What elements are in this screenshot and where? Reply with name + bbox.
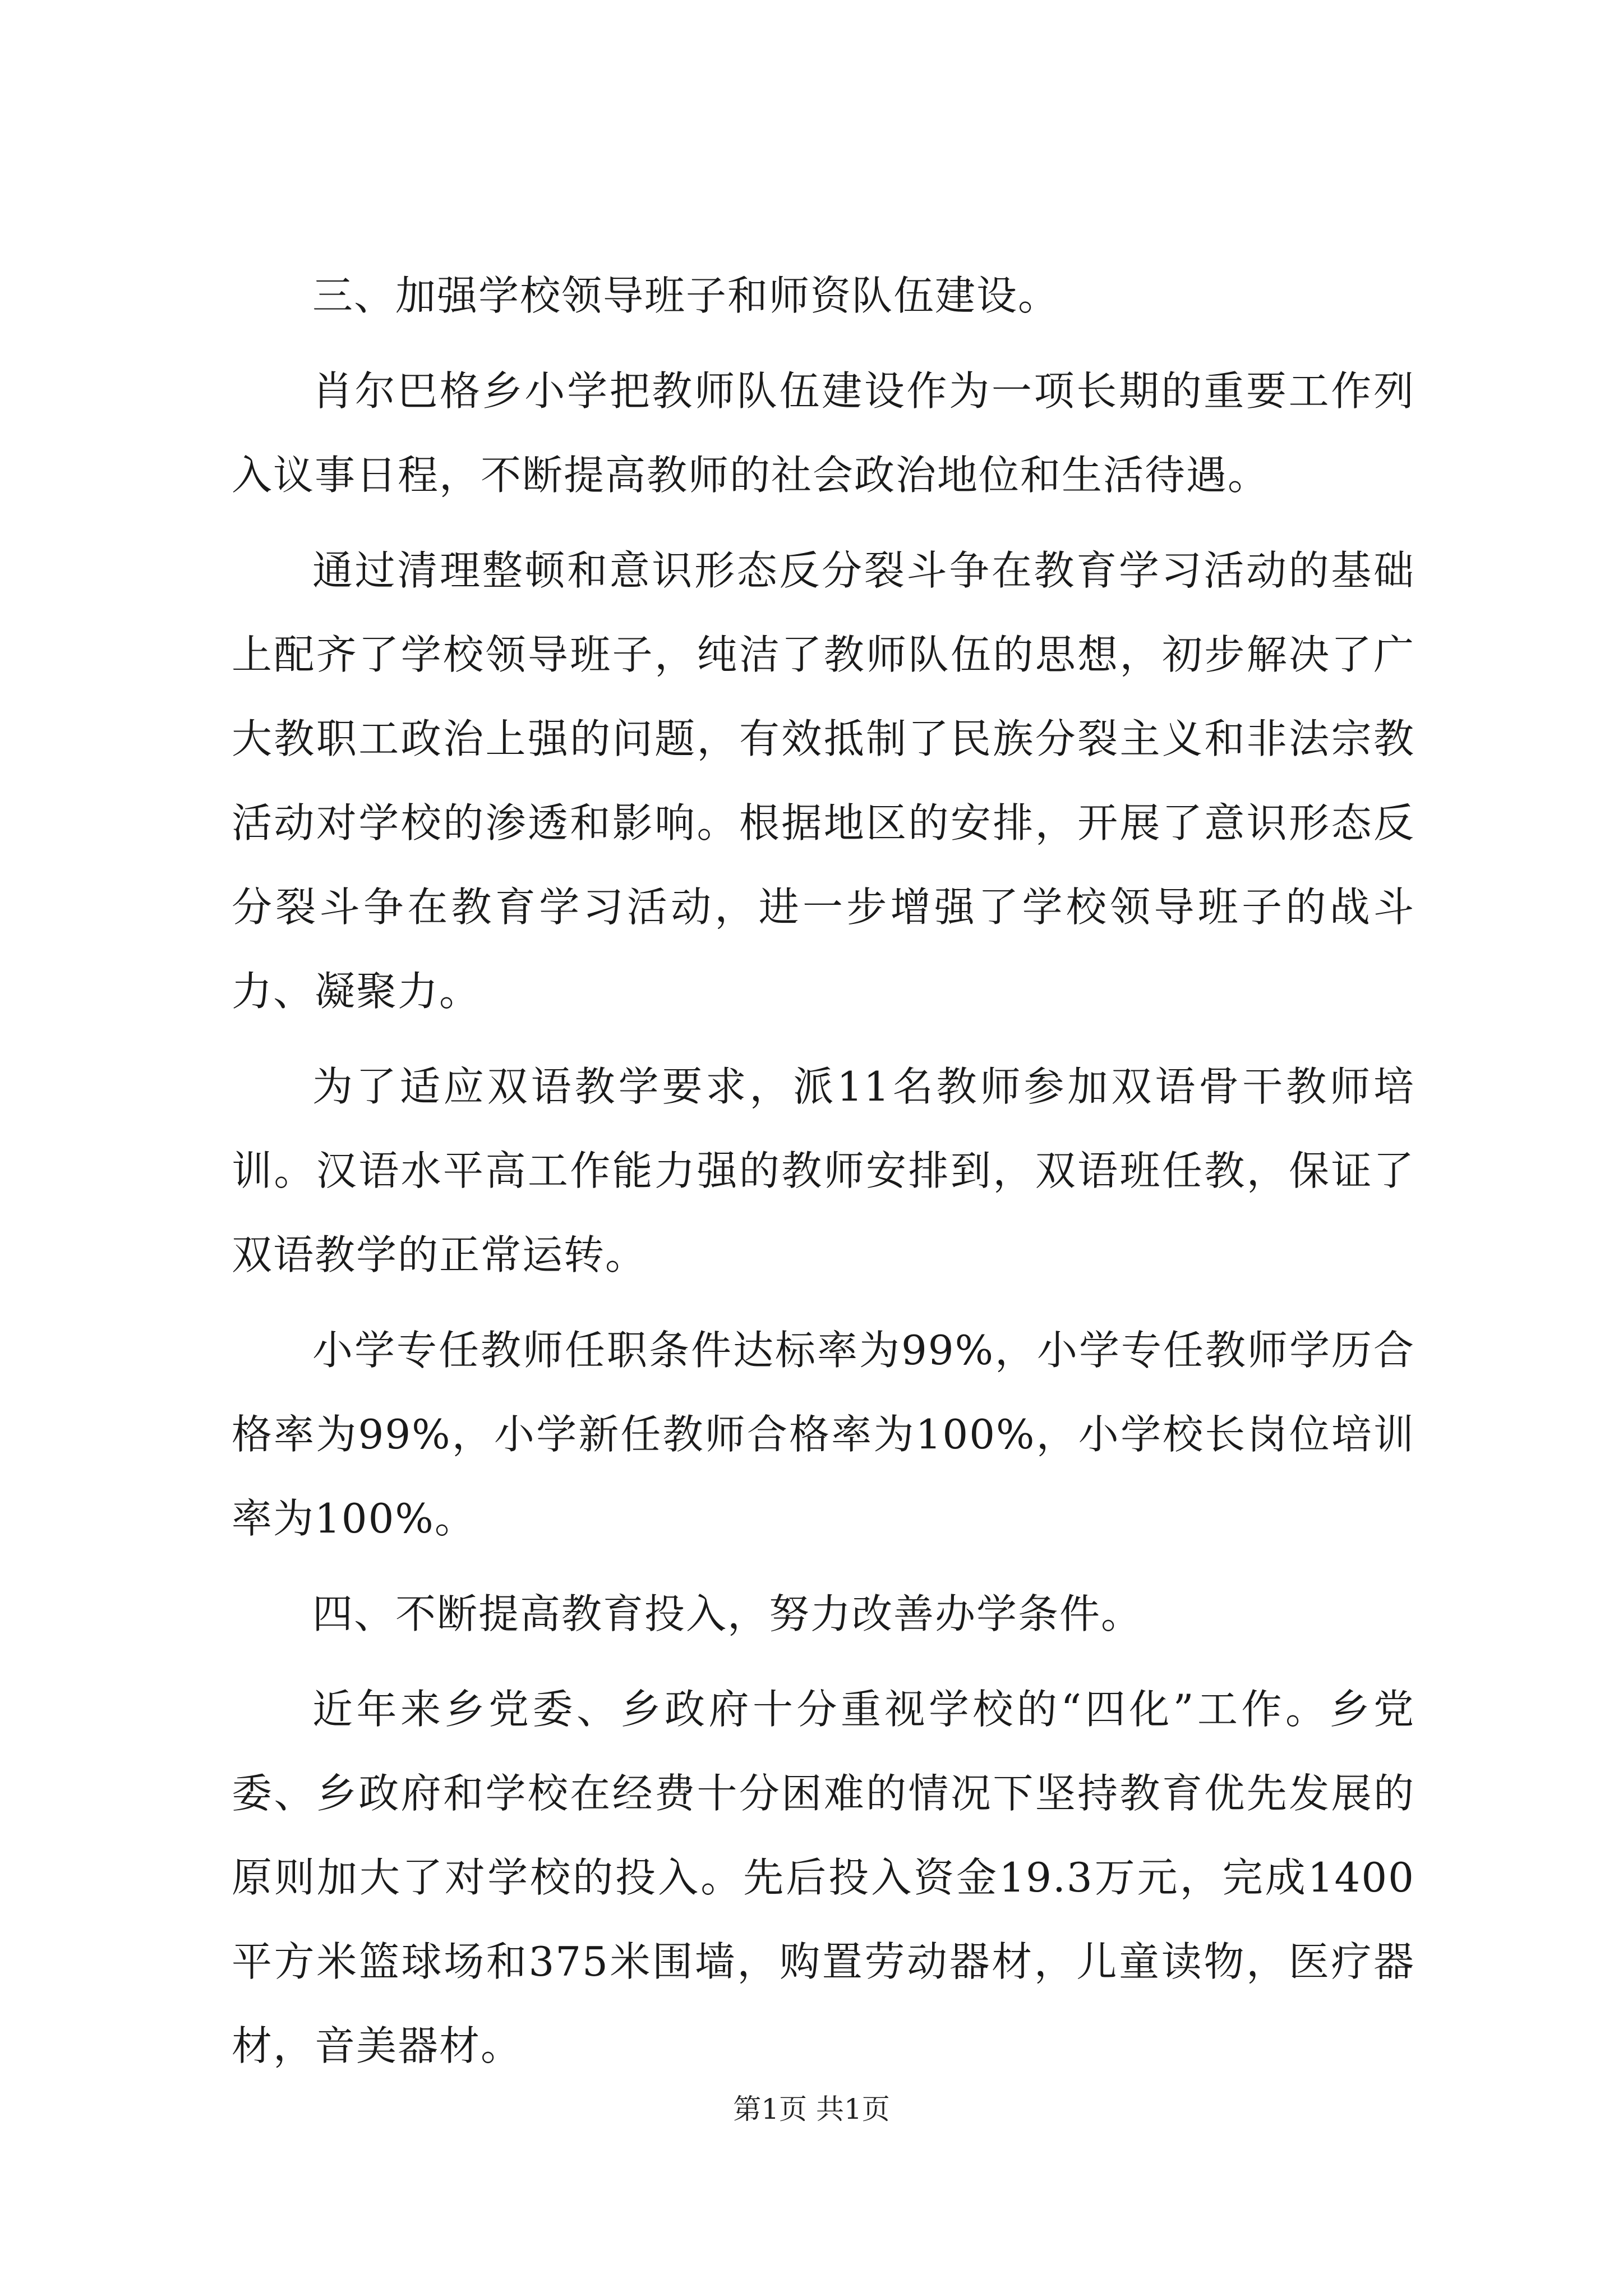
- paragraph: 小学专任教师任职条件达标率为99%，小学专任教师学历合格率为99%，小学新任教师合格率为100%，小学校长岗位培训率为100%。: [232, 1327, 1415, 1542]
- paragraph: 近年来乡党委、乡政府十分重视学校的“四化”工作。乡党委、乡政府和学校在经费十分困难的情况下坚持教育优先发展的原则加大了对学校的投入。先后投入资金19.3万元，完成1400平方米篮球场和375米围墙，购置劳动器材，儿童读物，医疗器材，音美器材。: [232, 1686, 1415, 2069]
- paragraph: 为了适应双语教学要求，派11名教师参加双语骨干教师培训。汉语水平高工作能力强的教师安排到，双语班任教，保证了双语教学的正常运转。: [232, 1063, 1415, 1278]
- section-heading-4: 四、不断提高教育投入，努力改善办学条件。: [312, 1590, 1143, 1637]
- paragraph: 通过清理整顿和意识形态反分裂斗争在教育学习活动的基础上配齐了学校领导班子，纯洁了教师队伍的思想，初步解决了广大教职工政治上强的问题，有效抵制了民族分裂主义和非法宗教活动对学校的渗透和影响。根据地区的安排，开展了意识形态反分裂斗争在教育学习活动，进一步增强了学校领导班子的战斗力、凝聚力。: [232, 547, 1415, 1015]
- page-footer: 第1页 共1页: [733, 2093, 890, 2125]
- document-body: [232, 254, 1415, 2099]
- section-heading-3: 三、加强学校领导班子和师资队伍建设。: [312, 272, 1060, 319]
- paragraph: 肖尔巴格乡小学把教师队伍建设作为一项长期的重要工作列入议事日程，不断提高教师的社会政治地位和生活待遇。: [232, 367, 1415, 499]
